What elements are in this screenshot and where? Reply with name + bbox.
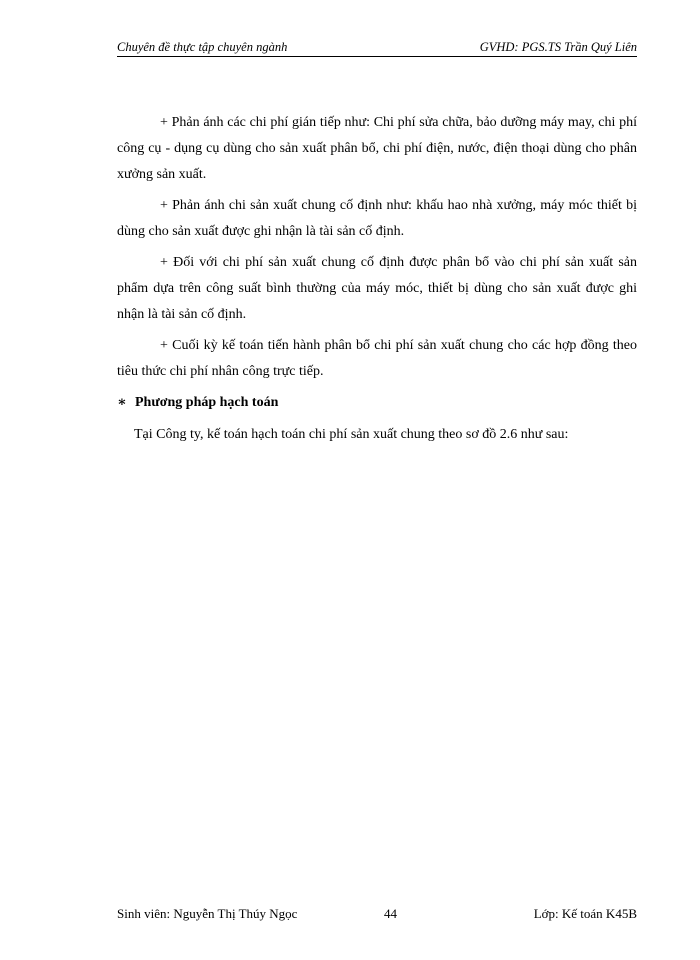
- section-heading-text: Phương pháp hạch toán: [135, 395, 279, 410]
- section-intro: Tại Công ty, kế toán hạch toán chi phí sản xuất chung theo sơ đồ 2.6 như sau:: [134, 427, 569, 442]
- paragraph-period-end: + Cuối kỳ kế toán tiến hành phân bổ chi phí sản xuất chung cho các hợp đồng theo tiêu thức chi phí nhân công trực tiếp.: [117, 338, 637, 379]
- footer-student: Sinh viên: Nguyễn Thị Thúy Ngọc: [117, 906, 298, 921]
- asterisk-bullet-icon: ∗: [117, 395, 127, 410]
- paragraph-allocation: + Đối với chi phí sản xuất chung cố định được phân bổ vào chi phí sản xuất sản phẩm dựa trên công suất bình thường của máy móc, thiết bị dùng cho sản xuất được ghi nhận là tài sản cố định.: [117, 255, 637, 322]
- paragraph-fixed-overhead: + Phản ánh chi sản xuất chung cố định như: khấu hao nhà xưởng, máy móc thiết bị dùng cho sản xuất được ghi nhận là tài sản cố định.: [117, 198, 637, 239]
- footer-page-number: 44: [384, 906, 397, 921]
- section-heading: [117, 390, 637, 416]
- header-advisor: GVHD: PGS.TS Trần Quý Liên: [479, 40, 637, 54]
- body-text: [117, 110, 637, 448]
- header-title: Chuyên đề thực tập chuyên ngành: [117, 40, 288, 54]
- paragraph-indirect-costs: + Phản ánh các chi phí gián tiếp như: Chi phí sửa chữa, bảo dưỡng máy may, chi phí công cụ - dụng cụ dùng cho sản xuất phân bổ, chi phí điện, nước, điện thoại dùng cho phân xưởng sản xuất.: [117, 115, 637, 182]
- page-header: [117, 40, 637, 57]
- footer-class: Lớp: Kế toán K45B: [533, 906, 637, 921]
